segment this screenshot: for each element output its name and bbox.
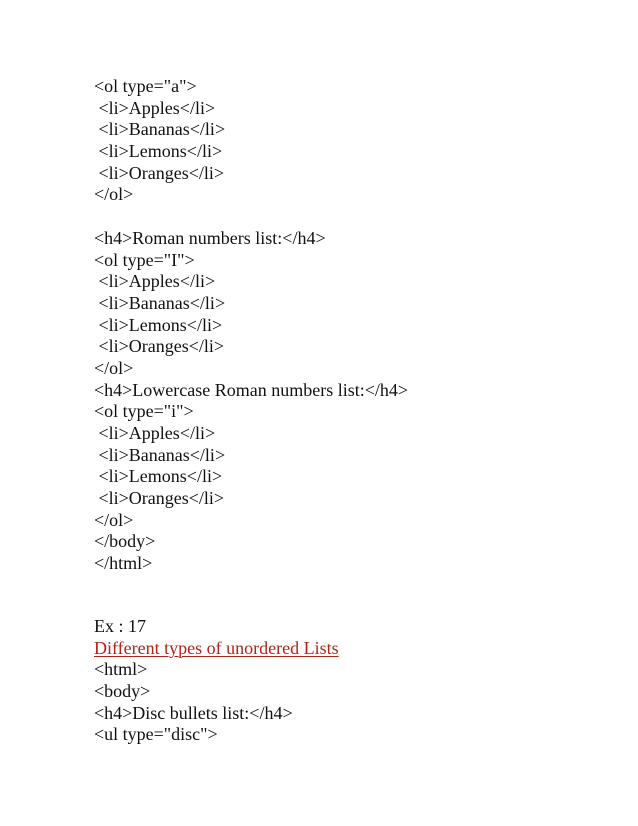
code-line: <body> [94, 680, 151, 701]
example-title[interactable]: Different types of unordered Lists [94, 637, 339, 658]
example-label: Ex : 17 [94, 615, 146, 636]
code-line: <h4>Lowercase Roman numbers list:</h4> [94, 379, 409, 400]
code-line: <ul type="disc"> [94, 724, 218, 745]
code-line: <html> [94, 659, 148, 680]
code-line: <li>Lemons</li> [94, 466, 223, 487]
blank-space [94, 575, 614, 616]
code-line: <ol type="i"> [94, 401, 194, 422]
code-line: <li>Bananas</li> [94, 292, 226, 313]
code-line: <li>Apples</li> [94, 97, 216, 118]
code-block-unordered [94, 659, 614, 746]
blank-line [94, 206, 614, 228]
code-line: </ol> [94, 184, 134, 205]
example-title-link[interactable] [94, 638, 614, 660]
code-line: </body> [94, 531, 156, 552]
code-line: <li>Oranges</li> [94, 336, 225, 357]
code-line: <h4>Roman numbers list:</h4> [94, 227, 326, 248]
document-page [94, 76, 614, 746]
code-line: <li>Oranges</li> [94, 162, 225, 183]
code-line: <li>Apples</li> [94, 423, 216, 443]
code-line: <ol type="I"> [94, 249, 195, 270]
code-line: </ol> [94, 357, 134, 378]
code-line: </ol> [94, 509, 134, 530]
code-line: <li>Bananas</li> [94, 119, 226, 140]
code-line: <h4>Disc bullets list:</h4> [94, 702, 293, 723]
code-block-ordered-alpha [94, 76, 614, 206]
code-line: <li>Oranges</li> [94, 488, 225, 509]
code-block-roman-lists [94, 228, 614, 575]
code-line: <li>Bananas</li> [94, 444, 226, 465]
code-line: <ol type="a"> [94, 76, 197, 96]
code-line: <li>Lemons</li> [94, 141, 223, 162]
code-line: <li>Apples</li> [94, 271, 216, 292]
code-line: <li>Lemons</li> [94, 314, 223, 335]
code-line: </html> [94, 553, 153, 574]
